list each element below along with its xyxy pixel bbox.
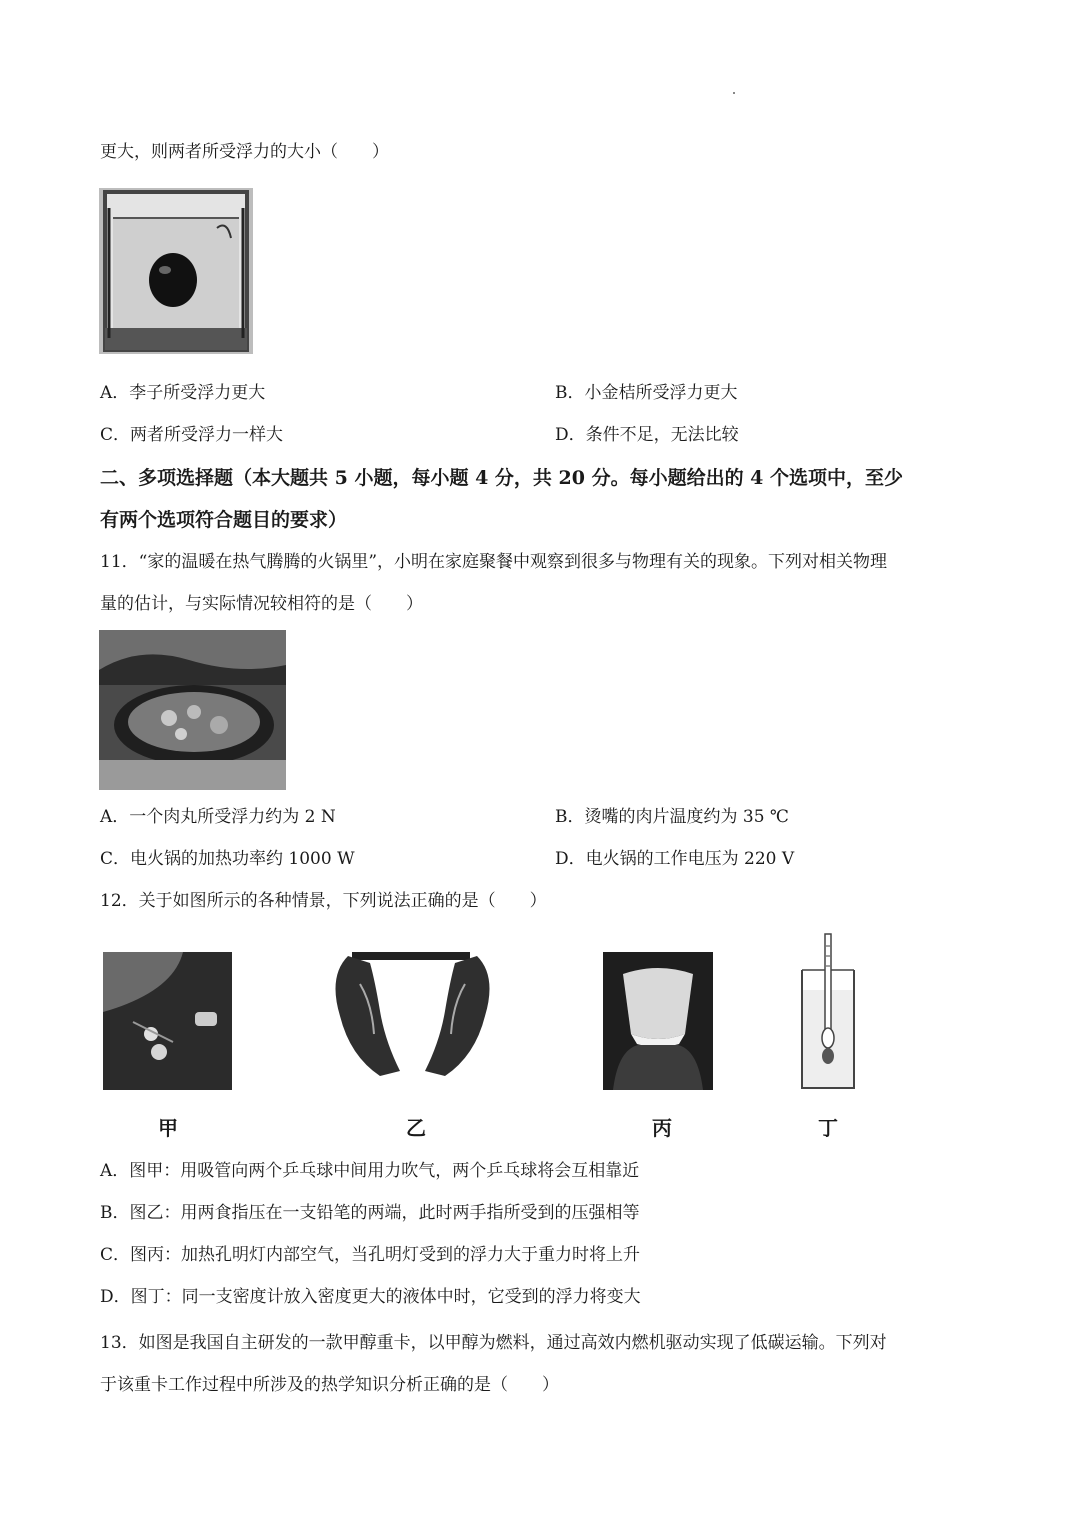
q11-stem-line1: 11．“家的温暖在热气腾腾的火锅里”，小明在家庭聚餐中观察到很多与物理有关的现象。下列对相关物理 [100, 552, 888, 572]
q13-stem-line1: 13．如图是我国自主研发的一款甲醇重卡，以甲醇为燃料，通过高效内燃机驱动实现了低碳运输。下列对 [100, 1333, 887, 1353]
q12-caption-yi: 乙 [406, 1116, 426, 1140]
q11-hotpot-photo [99, 630, 286, 790]
q11-option-a: A．一个肉丸所受浮力约为 2 N [100, 807, 336, 827]
q11-stem-line2: 量的估计，与实际情况较相符的是（ ） [100, 594, 423, 614]
section2-heading-line2: 有两个选项符合题目的要求） [100, 509, 348, 531]
q12-stem: 12．关于如图所示的各种情景，下列说法正确的是（ ） [100, 891, 547, 911]
scan-speck [733, 92, 735, 94]
q11-option-d: D．电火锅的工作电压为 220 V [555, 849, 795, 869]
q10-glass-photo [99, 188, 253, 354]
q12-figure-ding-drawing [799, 932, 857, 1092]
q12-option-d: D．图丁：同一支密度计放入密度更大的液体中时，它受到的浮力将变大 [100, 1287, 641, 1307]
q12-caption-bing: 丙 [652, 1116, 672, 1140]
q10-option-a: A．李子所受浮力更大 [100, 383, 266, 403]
q10-option-d: D．条件不足，无法比较 [555, 425, 739, 445]
q10-stem-tail: 更大，则两者所受浮力的大小（ ） [100, 142, 389, 162]
q11-option-c: C．电火锅的加热功率约 1000 W [100, 849, 355, 869]
q12-option-a: A．图甲：用吸管向两个乒乓球中间用力吹气，两个乒乓球将会互相靠近 [100, 1161, 640, 1181]
q13-stem-line2: 于该重卡工作过程中所涉及的热学知识分析正确的是（ ） [100, 1375, 559, 1395]
q12-figure-bing-photo [603, 952, 713, 1090]
q10-option-b: B．小金桔所受浮力更大 [555, 383, 738, 403]
q12-caption-ding: 丁 [818, 1116, 838, 1140]
q12-figure-yi-drawing [330, 944, 495, 1086]
q12-figure-jia-photo [103, 952, 232, 1090]
q12-caption-jia: 甲 [158, 1116, 178, 1140]
q12-option-c: C．图丙：加热孔明灯内部空气，当孔明灯受到的浮力大于重力时将上升 [100, 1245, 641, 1265]
q11-option-b: B．烫嘴的肉片温度约为 35 ℃ [555, 807, 789, 827]
section2-heading-line1: 二、多项选择题（本大题共 5 小题，每小题 4 分，共 20 分。每小题给出的 4 个选项中，至少 [100, 467, 904, 489]
q10-option-c: C．两者所受浮力一样大 [100, 425, 284, 445]
q12-option-b: B．图乙：用两食指压在一支铅笔的两端，此时两手指所受到的压强相等 [100, 1203, 640, 1223]
